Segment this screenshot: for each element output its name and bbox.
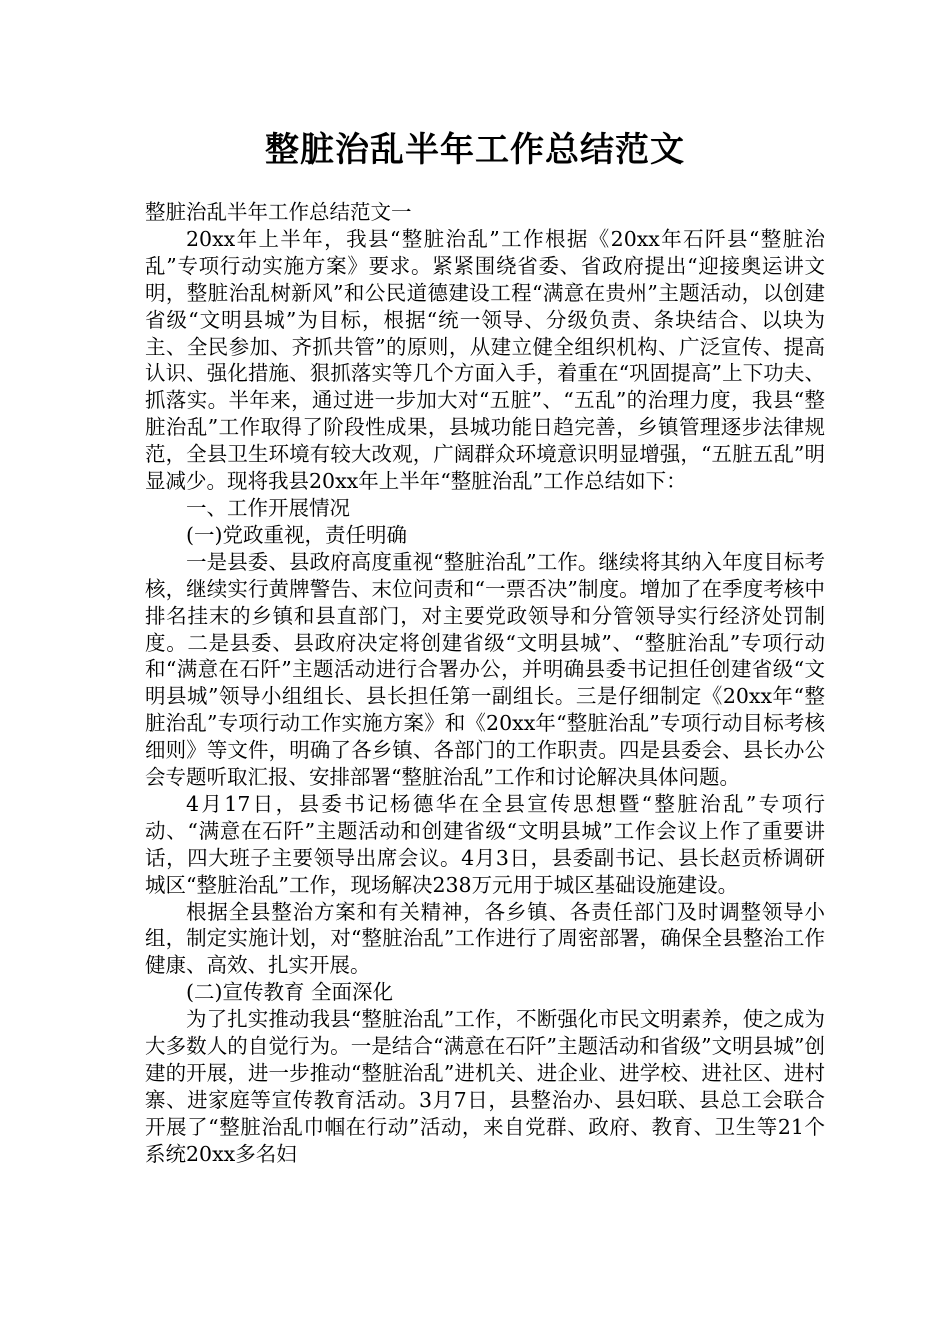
paragraph-deployment: 根据全县整治方案和有关精神，各乡镇、各责任部门及时调整领导小组，制定实施计划，对“整脏治乱”工作进行了周密部署，确保全县整治工作健康、高效、扎实开展。 xyxy=(145,899,825,978)
paragraph-leadership: 一是县委、县政府高度重视“整脏治乱”工作。继续将其纳入年度目标考核，继续实行黄牌警告、末位问责和“一票否决”制度。增加了在季度考核中排名挂末的乡镇和县直部门，对主要党政领导和分管领导实行经济处罚制度。二是县委、县政府决定将创建省级“文明县城”、“整脏治乱”专项行动和“满意在石阡”主题活动进行合署办公，并明确县委书记担任创建省级“文明县城”领导小组组长、县长担任第一副组长。三是仔细制定《20xx年“整脏治乱”专项行动工作实施方案》和《20xx年“整脏治乱”专项行动目标考核细则》等文件，明确了各乡镇、各部门的工作职责。四是县委会、县长办公会专题听取汇报、安排部署“整脏治乱”工作和讨论解决具体问题。 xyxy=(145,549,825,790)
subsection-heading-1: (一)党政重视，责任明确 xyxy=(186,522,407,547)
document-body xyxy=(145,199,825,1168)
document-title: 整脏治乱半年工作总结范文 xyxy=(265,130,685,170)
paragraph-meeting: 4月17日，县委书记杨德华在全县宣传思想暨“整脏治乱”专项行动、“满意在石阡”主题活动和创建省级“文明县城”工作会议上作了重要讲话，四大班子主要领导出席会议。4月3日，县委副书记、县长赵贡桥调研城区“整脏治乱”工作，现场解决238万元用于城区基础设施建设。 xyxy=(145,791,825,897)
document-subtitle: 整脏治乱半年工作总结范文一 xyxy=(145,200,412,224)
section-heading-1: 一、工作开展情况 xyxy=(186,495,350,520)
paragraph-education: 为了扎实推动我县“整脏治乱”工作，不断强化市民文明素养，使之成为大多数人的自觉行为。一是结合“满意在石阡”主题活动和省级”文明县城”创建的开展，进一步推动“整脏治乱”进机关、进企业、进学校、进社区、进村寨、进家庭等宣传教育活动。3月7日，县整治办、县妇联、县总工会联合开展了“整脏治乱巾帼在行动”活动，来自党群、政府、教育、卫生等21个系统20xx多名妇 xyxy=(145,1007,825,1166)
subsection-heading-2: (二)宣传教育 全面深化 xyxy=(186,980,394,1005)
paragraph-intro: 20xx年上半年，我县“整脏治乱”工作根据《20xx年石阡县“整脏治乱”专项行动实施方案》要求。紧紧围绕省委、省政府提出“迎接奥运讲文明，整脏治乱树新风”和公民道德建设工程“满意在贵州”主题活动，以创建省级“文明县城”为目标，根据“统一领导、分级负责、条块结合、以块为主、全民参加、齐抓共管”的原则，从建立健全组织机构、广泛宣传、提高认识、强化措施、狠抓落实等几个方面入手，着重在“巩固提高”上下功夫、抓落实。半年来，通过进一步加大对“五脏”、“五乱”的治理力度，我县“整脏治乱”工作取得了阶段性成果，县城功能日趋完善，乡镇管理逐步法律规范，全县卫生环境有较大改观，广阔群众环境意识明显增强，“五脏五乱”明显减少。现将我县20xx年上半年“整脏治乱”工作总结如下： xyxy=(145,226,825,494)
